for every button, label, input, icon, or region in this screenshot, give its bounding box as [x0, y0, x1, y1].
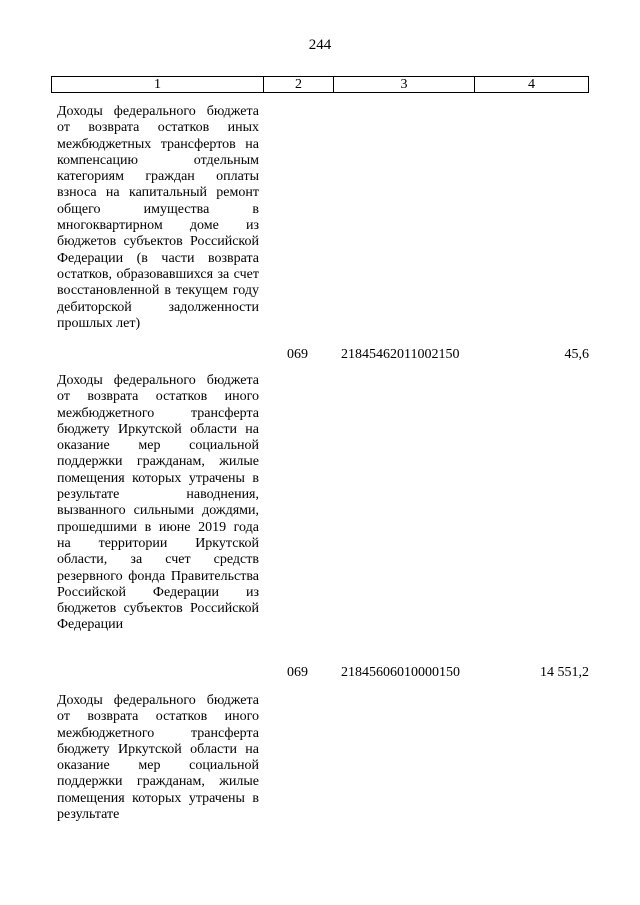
column-header-1: 1 [154, 77, 161, 92]
row-code: 069 [287, 665, 308, 680]
row-description: Доходы федерального бюджета от возврата остатков иного межбюджетного трансферта бюджету Иркутской области на оказание мер социальной поддержки гражданам, жилые помещения которых утрачены в результате [57, 693, 259, 823]
column-header-4: 4 [474, 77, 588, 92]
column-header-3: 3 [333, 77, 474, 92]
row-amount: 45,6 [564, 347, 589, 362]
page-number: 244 [308, 37, 332, 53]
row-kbk: 21845606010000150 [341, 665, 460, 680]
table-row [57, 373, 589, 680]
row-code: 069 [287, 347, 308, 362]
row-description: Доходы федерального бюджета от возврата остатков иного межбюджетного трансферта бюджету Иркутской области на оказание мер социальной поддержки гражданам, жилые помещения которых утрачены в результате наводнения, вызванного сильными дождями, прошедшими в июне 2019 года на территории Иркутской области, за счет средств резервного фонда Правительства Российской Федерации из бюджетов субъектов Российской Федерации [57, 373, 259, 633]
row-description: Доходы федерального бюджета от возврата остатков иных межбюджетных трансфертов на компенсацию отдельным категориям граждан оплаты взноса на капитальный ремонт общего имущества в многоквартирном доме из бюджетов субъектов Российской Федерации (в части возврата остатков, образовавшихся за счет восстановленной в текущем году дебиторской задолженности прошлых лет) [57, 104, 259, 331]
row-amount: 14 551,2 [540, 665, 589, 680]
row-kbk: 21845462011002150 [341, 347, 460, 362]
table-header-row [51, 76, 589, 93]
table-row [57, 104, 589, 362]
table-row [57, 693, 589, 823]
column-header-2: 2 [263, 77, 333, 92]
